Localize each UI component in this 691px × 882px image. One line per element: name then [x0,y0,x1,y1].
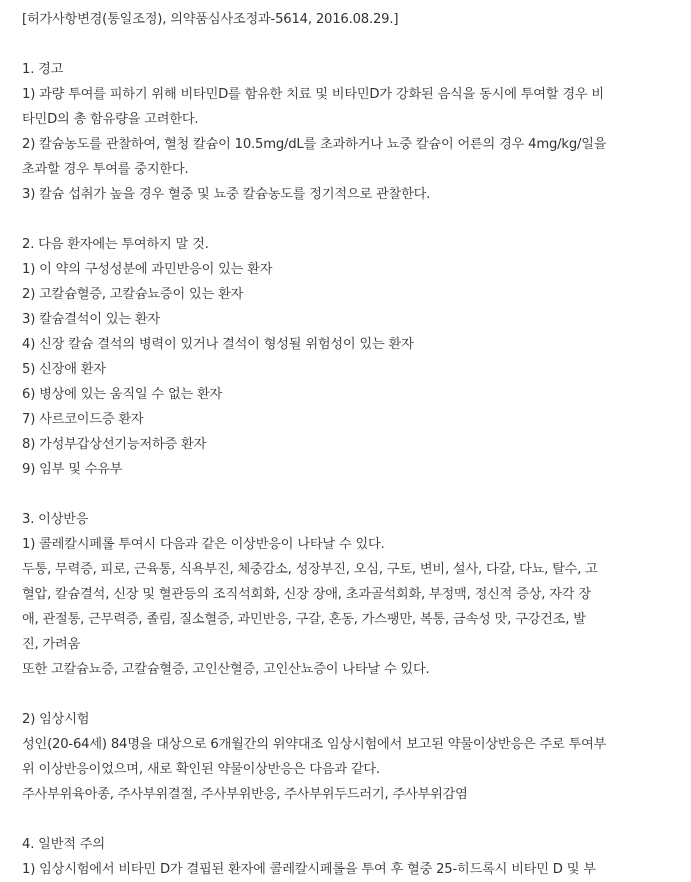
document-body [22,7,682,882]
list-item: 8) 가성부갑상선기능저하증 환자 [22,437,207,452]
list-item: 5) 신장애 환자 [22,362,106,377]
text-line: 진, 가려움 [22,637,81,652]
section-general-precautions [22,832,682,882]
spacer [22,682,682,707]
spacer [22,482,682,507]
text-line: 혈압, 칼슘결석, 신장 및 혈관등의 조직석회화, 신장 장애, 초과골석회화, 부정맥, 정신적 증상, 자각 장 [22,587,591,602]
list-item: 2) 고칼슘혈증, 고칼슘뇨증이 있는 환자 [22,287,244,302]
section-adverse-reactions [22,507,682,682]
section-heading: 2) 임상시험 [22,712,90,727]
list-item: 6) 병상에 있는 움직일 수 없는 환자 [22,387,223,402]
spacer [22,207,682,232]
text-line: 1) 콜레칼시페롤 투여시 다음과 같은 이상반응이 나타날 수 있다. [22,537,385,552]
list-item: 9) 임부 및 수유부 [22,462,123,477]
spacer [22,807,682,832]
document-header: [허가사항변경(통일조정), 의약품심사조정과-5614, 2016.08.29.] [22,12,399,27]
section-heading: 1. 경고 [22,62,64,77]
section-clinical-trials [22,707,682,807]
text-line: 2) 칼슘농도를 관찰하여, 혈청 칼슘이 10.5mg/dL를 초과하거나 뇨중 칼슘이 어른의 경우 4mg/kg/일을 [22,137,607,152]
list-item: 1) 이 약의 구성성분에 과민반응이 있는 환자 [22,262,273,277]
list-item: 7) 사르코이드증 환자 [22,412,144,427]
text-line: 성인(20-64세) 84명을 대상으로 6개월간의 위약대조 임상시험에서 보고된 약물이상반응은 주로 투여부 [22,737,607,752]
section-contraindications [22,232,682,482]
text-line: 또한 고칼슘뇨증, 고칼슘혈증, 고인산혈증, 고인산뇨증이 나타날 수 있다. [22,662,430,677]
list-item: 3) 칼슘결석이 있는 환자 [22,312,160,327]
spacer [22,32,682,57]
text-line: 1) 과량 투여를 피하기 위해 비타민D를 함유한 치료 및 비타민D가 강화된 음식을 동시에 투여할 경우 비 [22,87,604,102]
text-line: 위 이상반응이었으며, 새로 확인된 약물이상반응은 다음과 같다. [22,762,380,777]
text-line: 두통, 무력증, 피로, 근육통, 식욕부진, 체중감소, 성장부진, 오심, 구토, 변비, 설사, 다갈, 다뇨, 탈수, 고 [22,562,598,577]
section-heading: 4. 일반적 주의 [22,837,105,852]
text-line: 1) 임상시험에서 비타민 D가 결핍된 환자에 콜레칼시페롤을 투여 후 혈중 25-히드록시 비타민 D 및 부 [22,862,596,877]
text-line: 초과할 경우 투여를 중지한다. [22,162,189,177]
text-line: 타민D의 총 함유량을 고려한다. [22,112,199,127]
section-warning [22,57,682,207]
text-line: 주사부위육아종, 주사부위결절, 주사부위반응, 주사부위두드러기, 주사부위감염 [22,787,468,802]
section-heading: 3. 이상반응 [22,512,89,527]
text-line: 애, 관절통, 근무력증, 졸림, 질소혈증, 과민반응, 구갈, 혼동, 가스팽만, 복통, 금속성 맛, 구강건조, 발 [22,612,586,627]
text-line: 3) 칼슘 섭취가 높을 경우 혈중 및 뇨중 칼슘농도를 정기적으로 관찰한다. [22,187,431,202]
section-heading: 2. 다음 환자에는 투여하지 말 것. [22,237,209,252]
list-item: 4) 신장 칼슘 결석의 병력이 있거나 결석이 형성될 위험성이 있는 환자 [22,337,414,352]
